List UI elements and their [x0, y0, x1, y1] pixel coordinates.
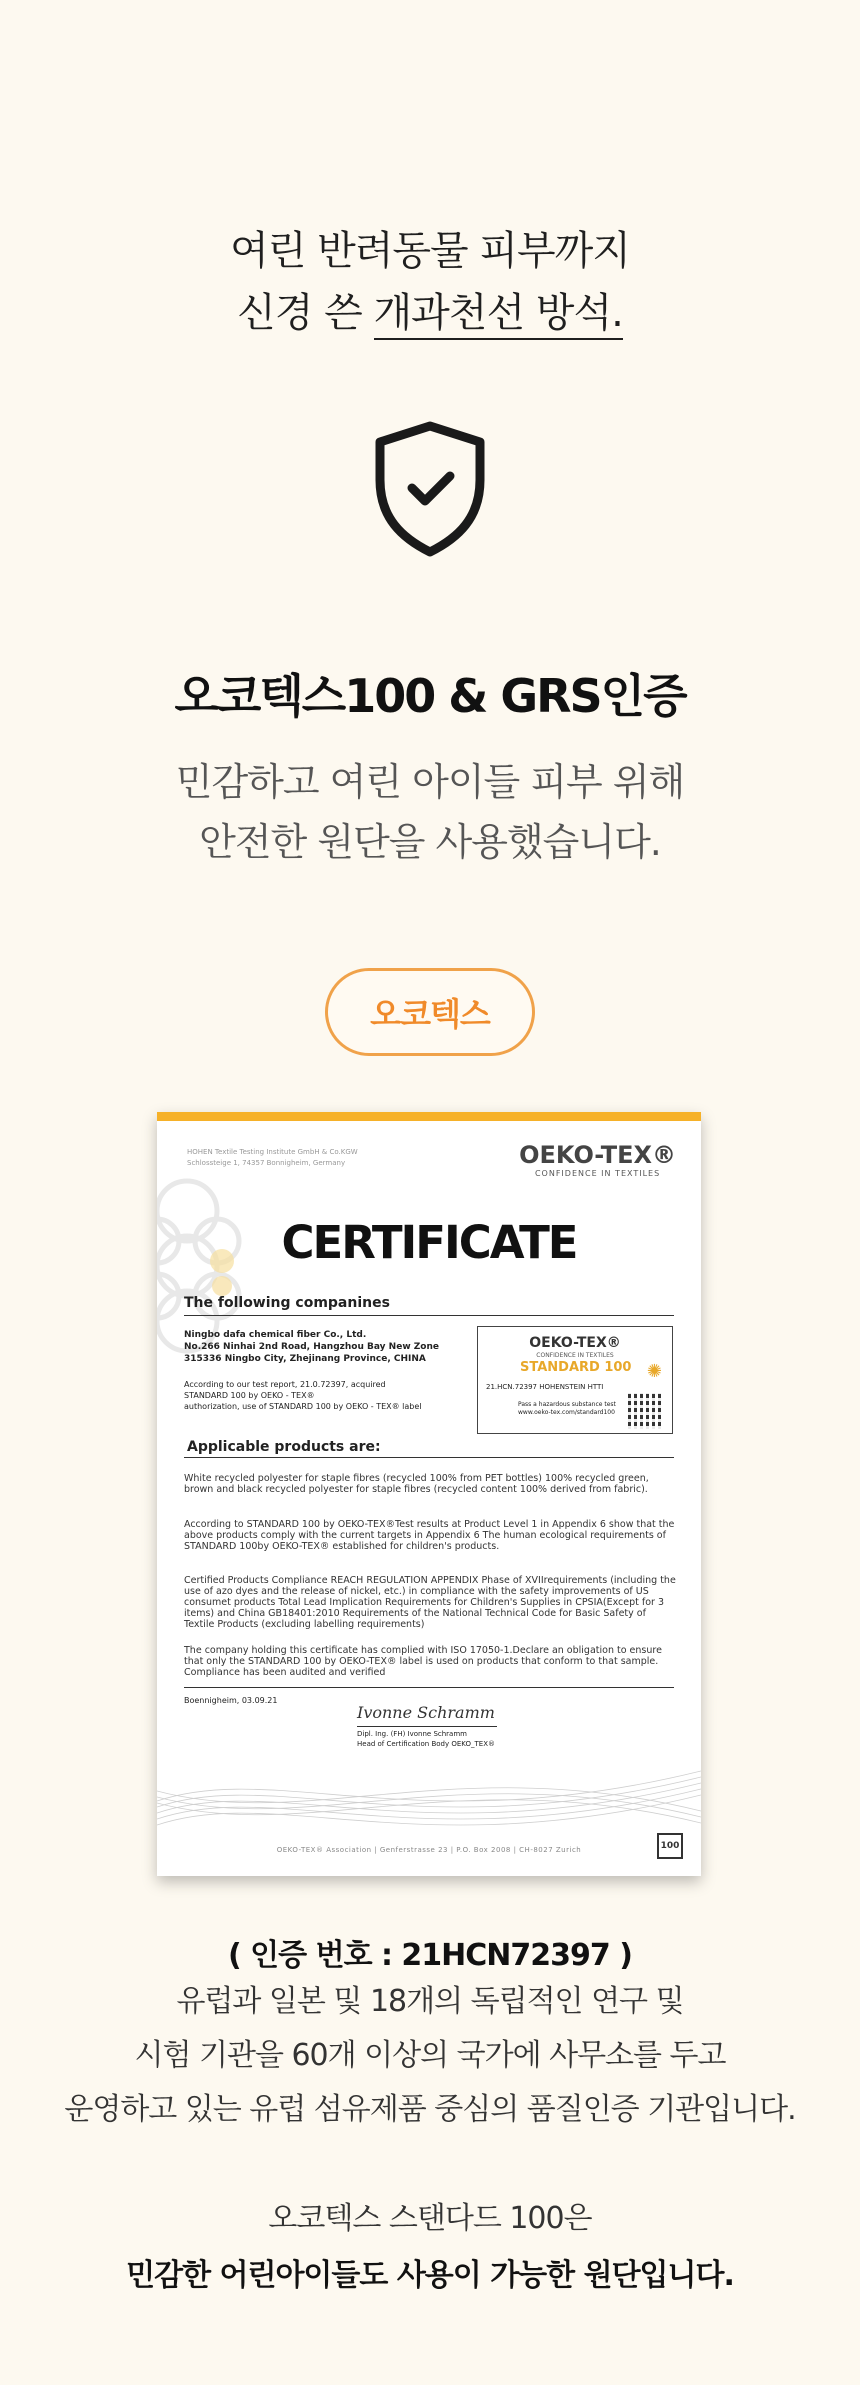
headline-line2 [0, 282, 860, 344]
oekotex-brand [519, 1141, 676, 1178]
paragraph-2: According to STANDARD 100 by OEKO-TEX®Test results at Product Level 1 in Appendix 6 show that the above products comply with the current targets in Appendix 6 The human ecological requirements of STANDARD 100by OEKO-TEX® established for children's products. [184, 1519, 675, 1552]
description-line3: 운영하고 있는 유럽 섬유제품 중심의 품질인증 기관입니다. [64, 2092, 796, 2127]
divider [184, 1687, 674, 1688]
oekotex-badge [325, 968, 535, 1056]
according-line3: authorization, use of STANDARD 100 by OEKO - TEX® label [184, 1402, 422, 1411]
institute-line1: HOHEN Textile Testing Institute GmbH & Co.KGW [187, 1148, 358, 1156]
company-line2: No.266 Ninhai 2nd Road, Hangzhou Bay New Zone [184, 1342, 439, 1352]
headline-line2-underlined: 개과천선 방석. [374, 290, 623, 340]
certification-subtitle-line1: 민감하고 여린 아이들 피부 위해 [175, 760, 685, 804]
sun-icon: ✺ [646, 1361, 662, 1382]
company-line1: Ningbo dafa chemical fiber Co., Ltd. [184, 1330, 367, 1340]
certification-subtitle [0, 752, 860, 872]
brand-tagline: CONFIDENCE IN TEXTILES [534, 1169, 661, 1178]
company-line3: 315336 Ningbo City, Zhejinang Province, CHINA [184, 1354, 426, 1364]
paragraph-1: White recycled polyester for staple fibres (recycled 100% from PET bottles) 100% recycled green, brown and black recycled polyester for staple fibres (recycled content 100% derived from fabric). [184, 1473, 649, 1495]
paragraph-4: The company holding this certificate has complied with ISO 17050-1.Declare an obligation to ensure that only the STANDARD 100 by OEKO-TEX® label is used on products that conform to that sample. Compliance has been audited and verified [184, 1645, 662, 1678]
certificate-title: CERTIFICATE [281, 1216, 577, 1269]
certificate-footer: OEKO-TEX® Association | Genferstrasse 23 | P.O. Box 2008 | CH-8027 Zurich [276, 1846, 582, 1854]
box-standard: STANDARD 100 [520, 1360, 632, 1375]
description-line1: 유럽과 일본 및 18개의 독립적인 연구 및 [176, 1984, 684, 2019]
box-pass [518, 1401, 616, 1417]
signer-line2: Head of Certification Body OEKO_TEX® [357, 1740, 495, 1748]
institute-line2: Schlossteige 1, 74357 Bonnigheim, Germany [187, 1159, 346, 1167]
headline [0, 220, 860, 344]
according-line1: According to our test report, 21.0.72397, acquired [184, 1380, 386, 1389]
certification-title: 오코텍스100 & GRS인증 [174, 669, 686, 723]
certificate-date: Boennigheim, 03.09.21 [184, 1696, 278, 1705]
certificate-image [157, 1112, 701, 1876]
signature-line [357, 1726, 497, 1727]
according-text [184, 1379, 422, 1412]
description-line2: 시험 기관을 60개 이상의 국가에 사무소를 두고 [134, 2038, 726, 2073]
institute-address [187, 1147, 358, 1169]
company-info [184, 1329, 439, 1365]
standard-line2: 민감한 어린아이들도 사용이 가능한 원단입니다. [126, 2258, 734, 2293]
paragraph-3: Certified Products Compliance REACH REGULATION APPENDIX Phase of XVIIrequirements (including the use of azo dyes and the release of nickel, etc.) in compliance with the safety improvements of US consumet products Total Lead Implication Requirements for Children's Supplies in CPSIA(Except for 3 items) and China GB18401:2010 Requirements of the National Technical Code for Basic Safety of Textile Products (excluding labelling requirements) [184, 1575, 676, 1630]
following-companies: The following companines [184, 1295, 390, 1311]
oekotex-badge-label: 오코텍스 [370, 995, 490, 1033]
description [0, 1975, 860, 2137]
standard-line1: 오코텍스 스탠다드 100은 [268, 2201, 592, 2236]
standard-label-box [477, 1326, 673, 1434]
box-pass-line1: Pass a hazardous substance test [518, 1401, 616, 1408]
headline-line2-prefix: 신경 쓴 [237, 290, 374, 336]
signer-line1: Dipl. Ing. (FH) Ivonne Schramm [357, 1730, 467, 1738]
box-number: 21.HCN.72397 HOHENSTEIN HTTI [486, 1383, 604, 1391]
shield-check-icon [370, 420, 490, 558]
box-pass-line2: www.oeko-tex.com/standard100 [518, 1409, 615, 1416]
box-brand-sub: CONFIDENCE IN TEXTILES [536, 1352, 614, 1359]
applicable-products: Applicable products are: [187, 1439, 381, 1455]
divider [184, 1315, 674, 1316]
divider [184, 1457, 674, 1458]
according-line2: STANDARD 100 by OEKO - TEX® [184, 1391, 315, 1400]
signature: Ivonne Schramm [357, 1703, 495, 1722]
box-brand: OEKO-TEX® [529, 1335, 621, 1351]
qr-code-icon [628, 1393, 664, 1429]
certification-subtitle-line2: 안전한 원단을 사용했습니다. [199, 820, 661, 864]
certification-number: ( 인증 번호 : 21HCN72397 ) [228, 1938, 632, 1973]
brand-name: OEKO-TEX® [519, 1141, 676, 1169]
decorative-waves [157, 1741, 701, 1851]
oekotex-100-logo: 100 [657, 1833, 683, 1859]
headline-line1: 여린 반려동물 피부까지 [230, 228, 630, 274]
